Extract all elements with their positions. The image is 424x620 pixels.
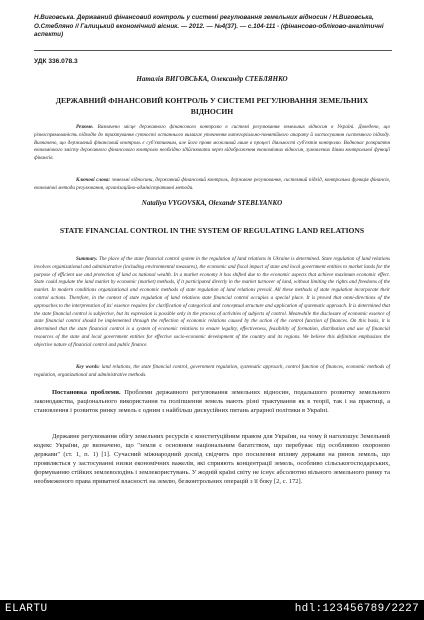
keywords-en-text: land relations, the state financial control, government regulation, systematic approach, control function of finances, economic methods of regulation, organizational and administrative methods. (34, 364, 390, 378)
body-paragraph-2: Державне регулювання обігу земельних ресурсів є конституційним правом для України, на чому й наголошує Земельний кодекс України, де визначено, що "земля є основним національним багатством, що перебуває під особливою охороною держави" (ст. 1, п. 1) [1]. Сучасний міжнародний досвід свідчить про посилення впливу держави на ринок земель, що проявляється у застосуванні низки економічних важелів, які сприяють концентрації земель, особливо сільськогосподарських, формуванню стійких землеволодінь і землекористувань. У жодній країні світу не існує абсолютно вільного земельного ринку та необмеженого права приватної власності на землю, безконтрольних операцій з її боку [2, с. 172]. (34, 433, 390, 485)
handle-label: hdl:123456789/2227 (294, 603, 419, 615)
keywords-uk-lead: Ключові слова: (76, 177, 111, 183)
body-p1-lead: Постановка проблеми. (52, 389, 121, 396)
authors-uk: Наталія ВИГОВСЬКА, Олександр СТЕБЛЯНКО (136, 75, 288, 83)
title-uk: ДЕРЖАВНИЙ ФІНАНСОВИЙ КОНТРОЛЬ У СИСТЕМІ РЕГУЛЮВАННЯ ЗЕМЕЛЬНИХ ВІДНОСИН (55, 96, 369, 116)
abstract-en (34, 256, 390, 350)
authors-en: Nataliya VYGOVSKA, Olexandr STEBLYANKO (141, 199, 283, 207)
keywords-en (34, 364, 390, 380)
abstract-en-text: The place of the state financial control system in the regulation of land relations in Ukraine is determined. State regulation of land relations involves organizational and administrative (including environmental measures), the economic and fiscal impact of state and local government entities to market lands for the purpose of efficient use and protection of land as national wealth. In a market economy it has shifted due to the economic aspects that achieve maximum economic effect. State could regulate the land market by economic (market) methods, if it participated directly in the market turnover of land, without limiting the rights and freedoms of the market. In modern conditions organizational and economic methods of state regulation of land relations prevail. All these methods of state regulation incorporate their control actions. Therefore, in the context of state regulation of land relations state financial control occupies a special place. It is proved that omni-directions of the approaches to the interpretation of its' essence requires for clarification of categorical and conceptual structure and application of systematic approach. It is determined that the state financial control is subjective, but its expression is possible only in the process of activities of subjects of control. Meanwhile the disclosure of economic essence of state financial control should be implemented through the reflection of economic relations caused by the action of the control function of finances. On this basis, it is determined that the state financial control is a system of economic relations to ensure legality, effectiveness, feasibility of formation, distribution and use of financial resources of the state and local government entities for effective socio-economic development of the country and its regions. We believe this definition emphasizes the objective nature of financial control and public finance. (34, 256, 391, 348)
footer-bar (0, 600, 424, 620)
abstract-uk-text: Визначено місце державного фінансового контролю в системі регулювання земельних відносин в Україні. Доведено, що різноспрямованість підходів до трактування сутності останнього вимагає уточнення категоріально-понятійного апарату й застосування системного підходу. Визначено, що державний фінансовий контроль є суб'єктивним, але його прояв можливий лише в процесі діяльності суб'єктів контролю. Водночас розкриття економічного змісту державного фінансового контролю необхідно здійснювати через відображення економічних відносин, зумовлених діями контрольної функції фінансів. (34, 124, 390, 162)
keywords-en-lead: Key words: (76, 364, 100, 370)
body-paragraph-1 (34, 389, 390, 416)
abstract-uk (34, 124, 390, 163)
keywords-uk-text: земельні відносини, державний фінансовий контроль, державне регулювання, системний підхід, контрольна функція фінансів, економічні методи регулювання, організаційно-адміністративні методи. (34, 177, 391, 191)
udc-code: УДК 336.078.3 (34, 58, 78, 65)
keywords-uk (34, 177, 390, 193)
title-en: STATE FINANCIAL CONTROL IN THE SYSTEM OF REGULATING LAND RELATIONS (59, 226, 365, 235)
abstract-en-lead: Summary. (76, 256, 98, 262)
citation-header: Н.Виговська. Державний фінансовий контроль у системі регулювання земельних відносин / Н.Виговська, О.Стебляно // Галицький економічний вісник. — 2012. — №4(37). — с.104-111 - (фінансово-обліково-аналітичні аспекти) (34, 14, 384, 38)
header-divider (34, 50, 392, 51)
abstract-uk-lead: Резюме. (76, 124, 94, 130)
body-p1-text: Проблеми державного регулювання земельних відносин, подальшого розвитку земельного законодавства, раціонального використання та поліпшення земель мають різні трактування як в теорії, так і на практиці, а становлення і розвиток ринку земель є одним з найбільш дискусійних питань аграрної політики в Україні. (34, 389, 391, 414)
repository-label: ELARTU (5, 603, 48, 615)
